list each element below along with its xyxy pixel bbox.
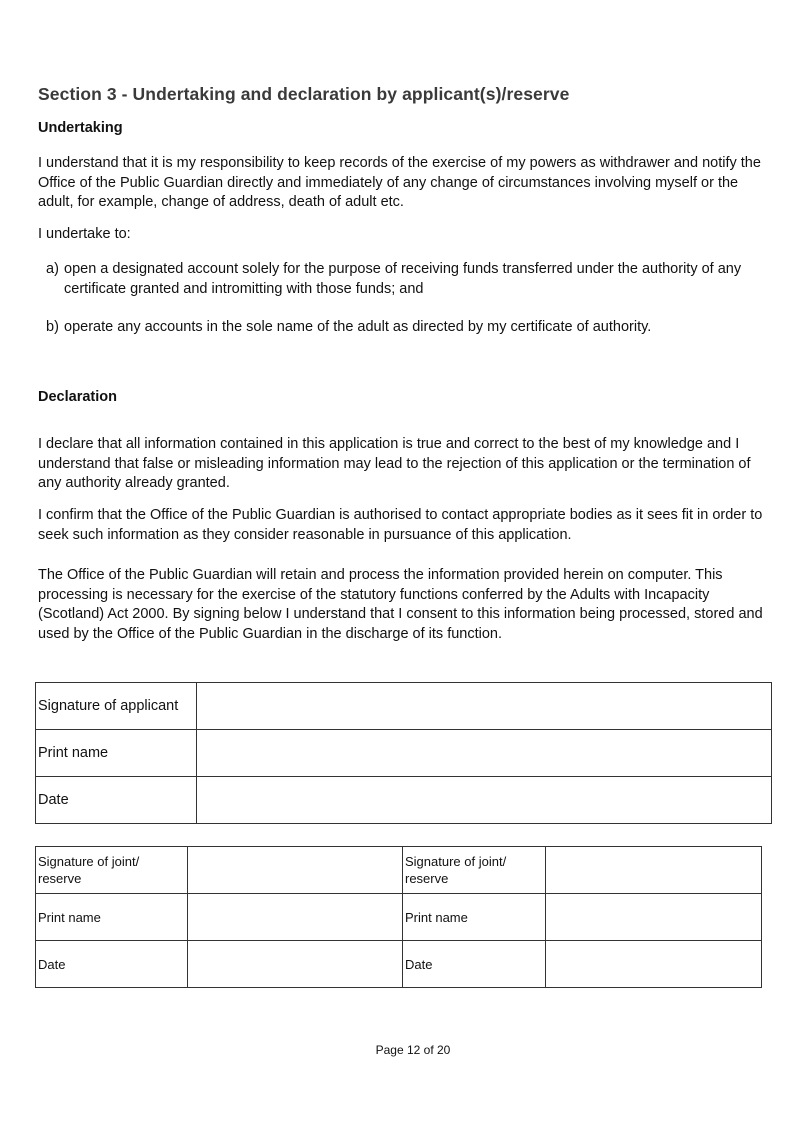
joint-signature-label-left: Signature of joint/ reserve bbox=[36, 847, 188, 894]
joint-print-name-label-right: Print name bbox=[403, 894, 546, 941]
declaration-paragraph-3: The Office of the Public Guardian will retain and process the information provided herein on computer. This processing is necessary for the exercise of the statutory functions conferred by the Adults with Incapacity (Scotland) Act 2000. By signing below I understand that I consent to this information being processed, stored and used by the Office of the Public Guardian in the discharge of its function. bbox=[38, 567, 763, 642]
undertaking-item-a bbox=[46, 260, 766, 299]
table-row bbox=[36, 941, 762, 988]
declaration-heading: Declaration bbox=[38, 389, 117, 405]
joint-print-name-label-left: Print name bbox=[36, 894, 188, 941]
joint-date-field-left[interactable] bbox=[188, 941, 403, 988]
date-label: Date bbox=[36, 777, 197, 824]
joint-signature-field-right[interactable] bbox=[546, 847, 762, 894]
section-title: Section 3 - Undertaking and declaration by applicant(s)/reserve bbox=[38, 84, 570, 104]
undertaking-heading: Undertaking bbox=[38, 120, 123, 136]
table-row bbox=[36, 894, 762, 941]
table-row bbox=[36, 847, 762, 894]
page-number: Page 12 of 20 bbox=[375, 1043, 451, 1057]
joint-signature-field-left[interactable] bbox=[188, 847, 403, 894]
undertaking-intro: I undertake to: bbox=[38, 226, 131, 242]
undertaking-item-b bbox=[46, 318, 766, 338]
undertaking-paragraph: I understand that it is my responsibility to keep records of the exercise of my powers as withdrawer and notify the Office of the Public Guardian directly and immediately of any change of circumstances involving myself or the adult, for example, change of address, death of adult etc. bbox=[38, 155, 761, 210]
declaration-paragraph-2: I confirm that the Office of the Public Guardian is authorised to contact appropriate bodies as it sees fit in order to seek such information as they consider reasonable in pursuance of this application. bbox=[38, 507, 763, 543]
list-item-text: operate any accounts in the sole name of the adult as directed by my certificate of authority. bbox=[64, 319, 652, 335]
joint-date-label-left: Date bbox=[36, 941, 188, 988]
table-row bbox=[36, 683, 772, 730]
joint-date-label-right: Date bbox=[403, 941, 546, 988]
list-item-text: open a designated account solely for the purpose of receiving funds transferred under the authority of any certificate granted and intromitting with those funds; and bbox=[64, 261, 742, 297]
print-name-field[interactable] bbox=[197, 730, 772, 777]
joint-signature-label-right: Signature of joint/ reserve bbox=[403, 847, 546, 894]
joint-print-name-field-left[interactable] bbox=[188, 894, 403, 941]
list-marker: a) bbox=[46, 261, 59, 277]
joint-print-name-field-right[interactable] bbox=[546, 894, 762, 941]
date-field[interactable] bbox=[197, 777, 772, 824]
declaration-paragraph-1: I declare that all information contained in this application is true and correct to the best of my knowledge and I understand that false or misleading information may lead to the rejection of this application or the termination of any authority already granted. bbox=[38, 436, 751, 491]
list-marker: b) bbox=[46, 319, 59, 335]
table-row bbox=[36, 777, 772, 824]
signature-of-applicant-field[interactable] bbox=[197, 683, 772, 730]
joint-date-field-right[interactable] bbox=[546, 941, 762, 988]
applicant-signature-table bbox=[35, 682, 772, 824]
joint-reserve-signature-table bbox=[35, 846, 762, 988]
print-name-label: Print name bbox=[36, 730, 197, 777]
table-row bbox=[36, 730, 772, 777]
signature-of-applicant-label: Signature of applicant bbox=[36, 683, 197, 730]
